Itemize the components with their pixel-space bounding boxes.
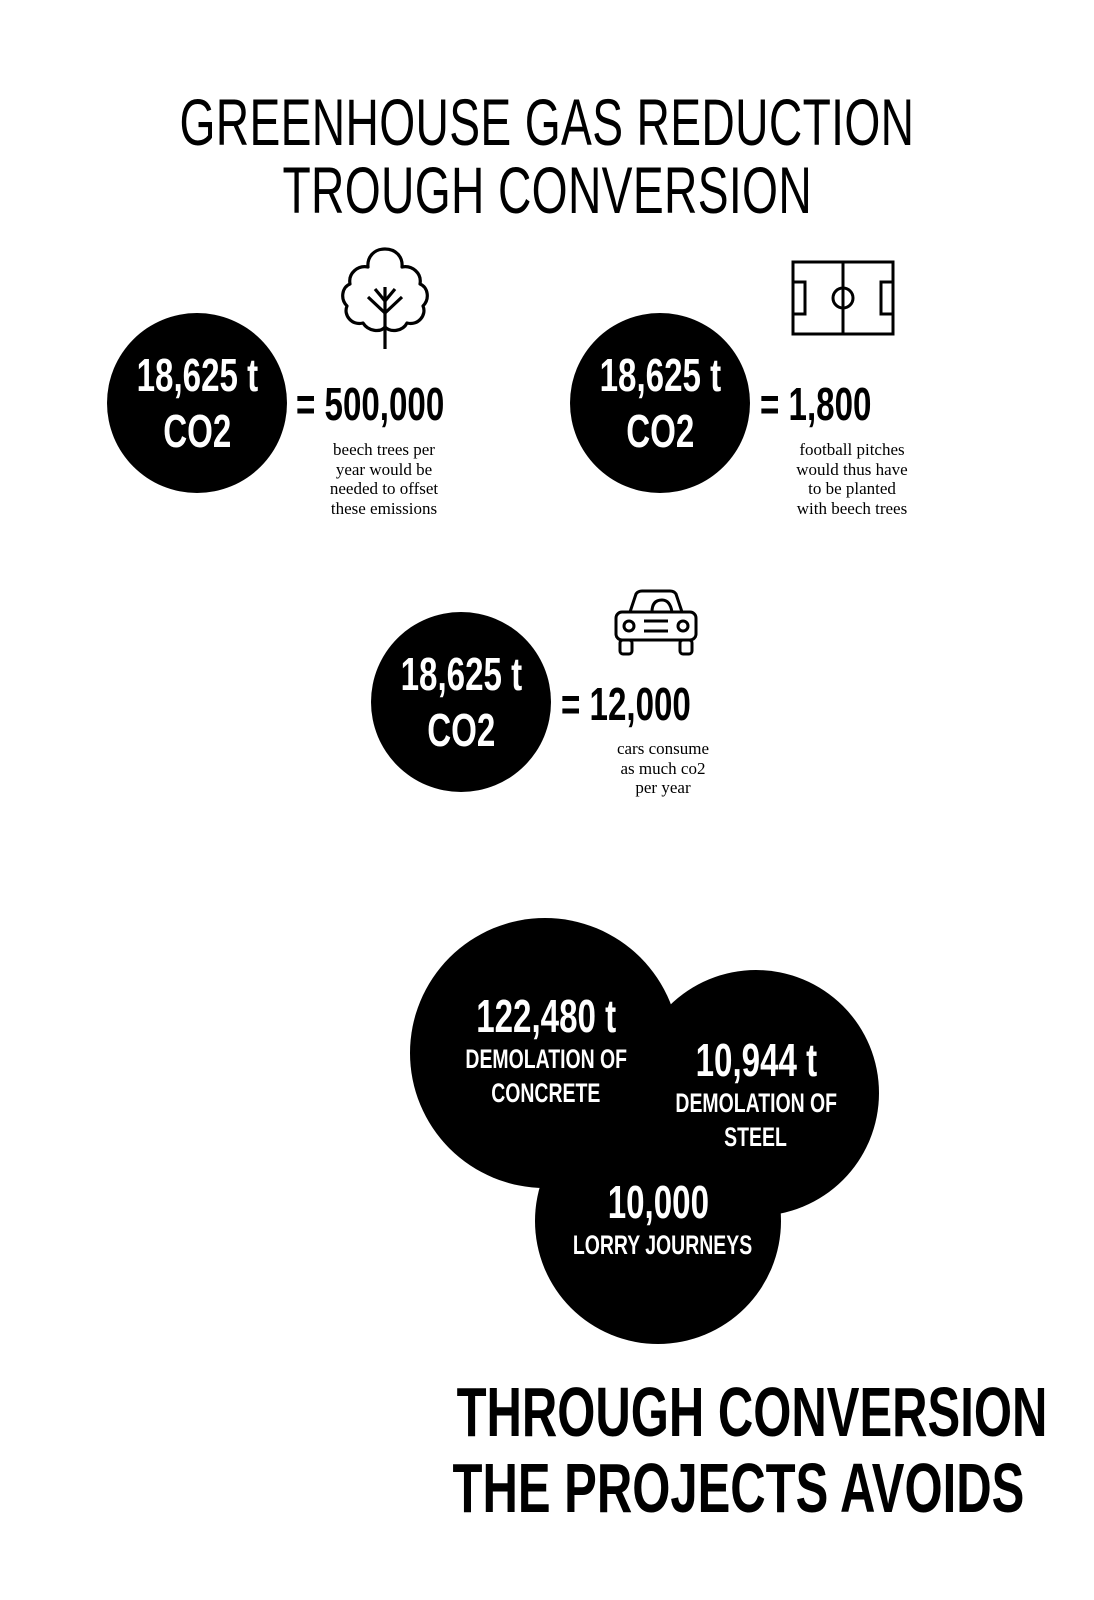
co2-unit: CO2 xyxy=(625,405,695,457)
car-icon xyxy=(612,588,700,658)
footer-line-2: THE PROJECTS AVOIDS xyxy=(452,1449,1025,1527)
steel-label-2: STEEL xyxy=(724,1122,788,1152)
title-line-1: GREENHOUSE GAS REDUCTION xyxy=(179,85,915,159)
lorry-amount: 10,000 xyxy=(607,1176,709,1228)
trees-equals-value: = 500,000 xyxy=(296,378,445,430)
page-title xyxy=(0,85,1094,227)
concrete-stat xyxy=(426,990,666,1110)
co2-circle-pitches xyxy=(570,313,750,493)
co2-unit: CO2 xyxy=(162,405,232,457)
title-line-2: TROUGH CONVERSION xyxy=(282,153,812,227)
pitches-description: football pitches would thus have to be planted with beech trees xyxy=(796,440,908,518)
tree-icon xyxy=(338,243,432,353)
steel-label-1: DEMOLATION OF xyxy=(675,1088,837,1118)
co2-circle-cars xyxy=(371,612,551,792)
cars-description: cars consume as much co2 per year xyxy=(616,739,710,797)
co2-unit: CO2 xyxy=(426,704,496,756)
co2-circle-trees xyxy=(107,313,287,493)
concrete-label-2: CONCRETE xyxy=(491,1078,601,1108)
co2-amount: 18,625 t xyxy=(599,349,721,401)
lorry-stat xyxy=(538,1176,778,1262)
co2-amount: 18,625 t xyxy=(400,648,522,700)
pitches-equals-value: = 1,800 xyxy=(760,378,872,430)
trees-description: beech trees per year would be needed to offset these emissions xyxy=(329,440,439,518)
co2-amount: 18,625 t xyxy=(136,349,258,401)
concrete-amount: 122,480 t xyxy=(476,990,616,1042)
concrete-label-1: DEMOLATION OF xyxy=(465,1044,627,1074)
cars-equals-value: = 12,000 xyxy=(561,678,691,730)
lorry-label: LORRY JOURNEYS xyxy=(572,1230,753,1260)
steel-stat xyxy=(636,1034,876,1154)
steel-amount: 10,944 t xyxy=(695,1034,817,1086)
footer-heading xyxy=(330,1373,1048,1527)
footer-line-1: THROUGH CONVERSION xyxy=(456,1373,1048,1451)
football-pitch-icon xyxy=(791,260,895,336)
